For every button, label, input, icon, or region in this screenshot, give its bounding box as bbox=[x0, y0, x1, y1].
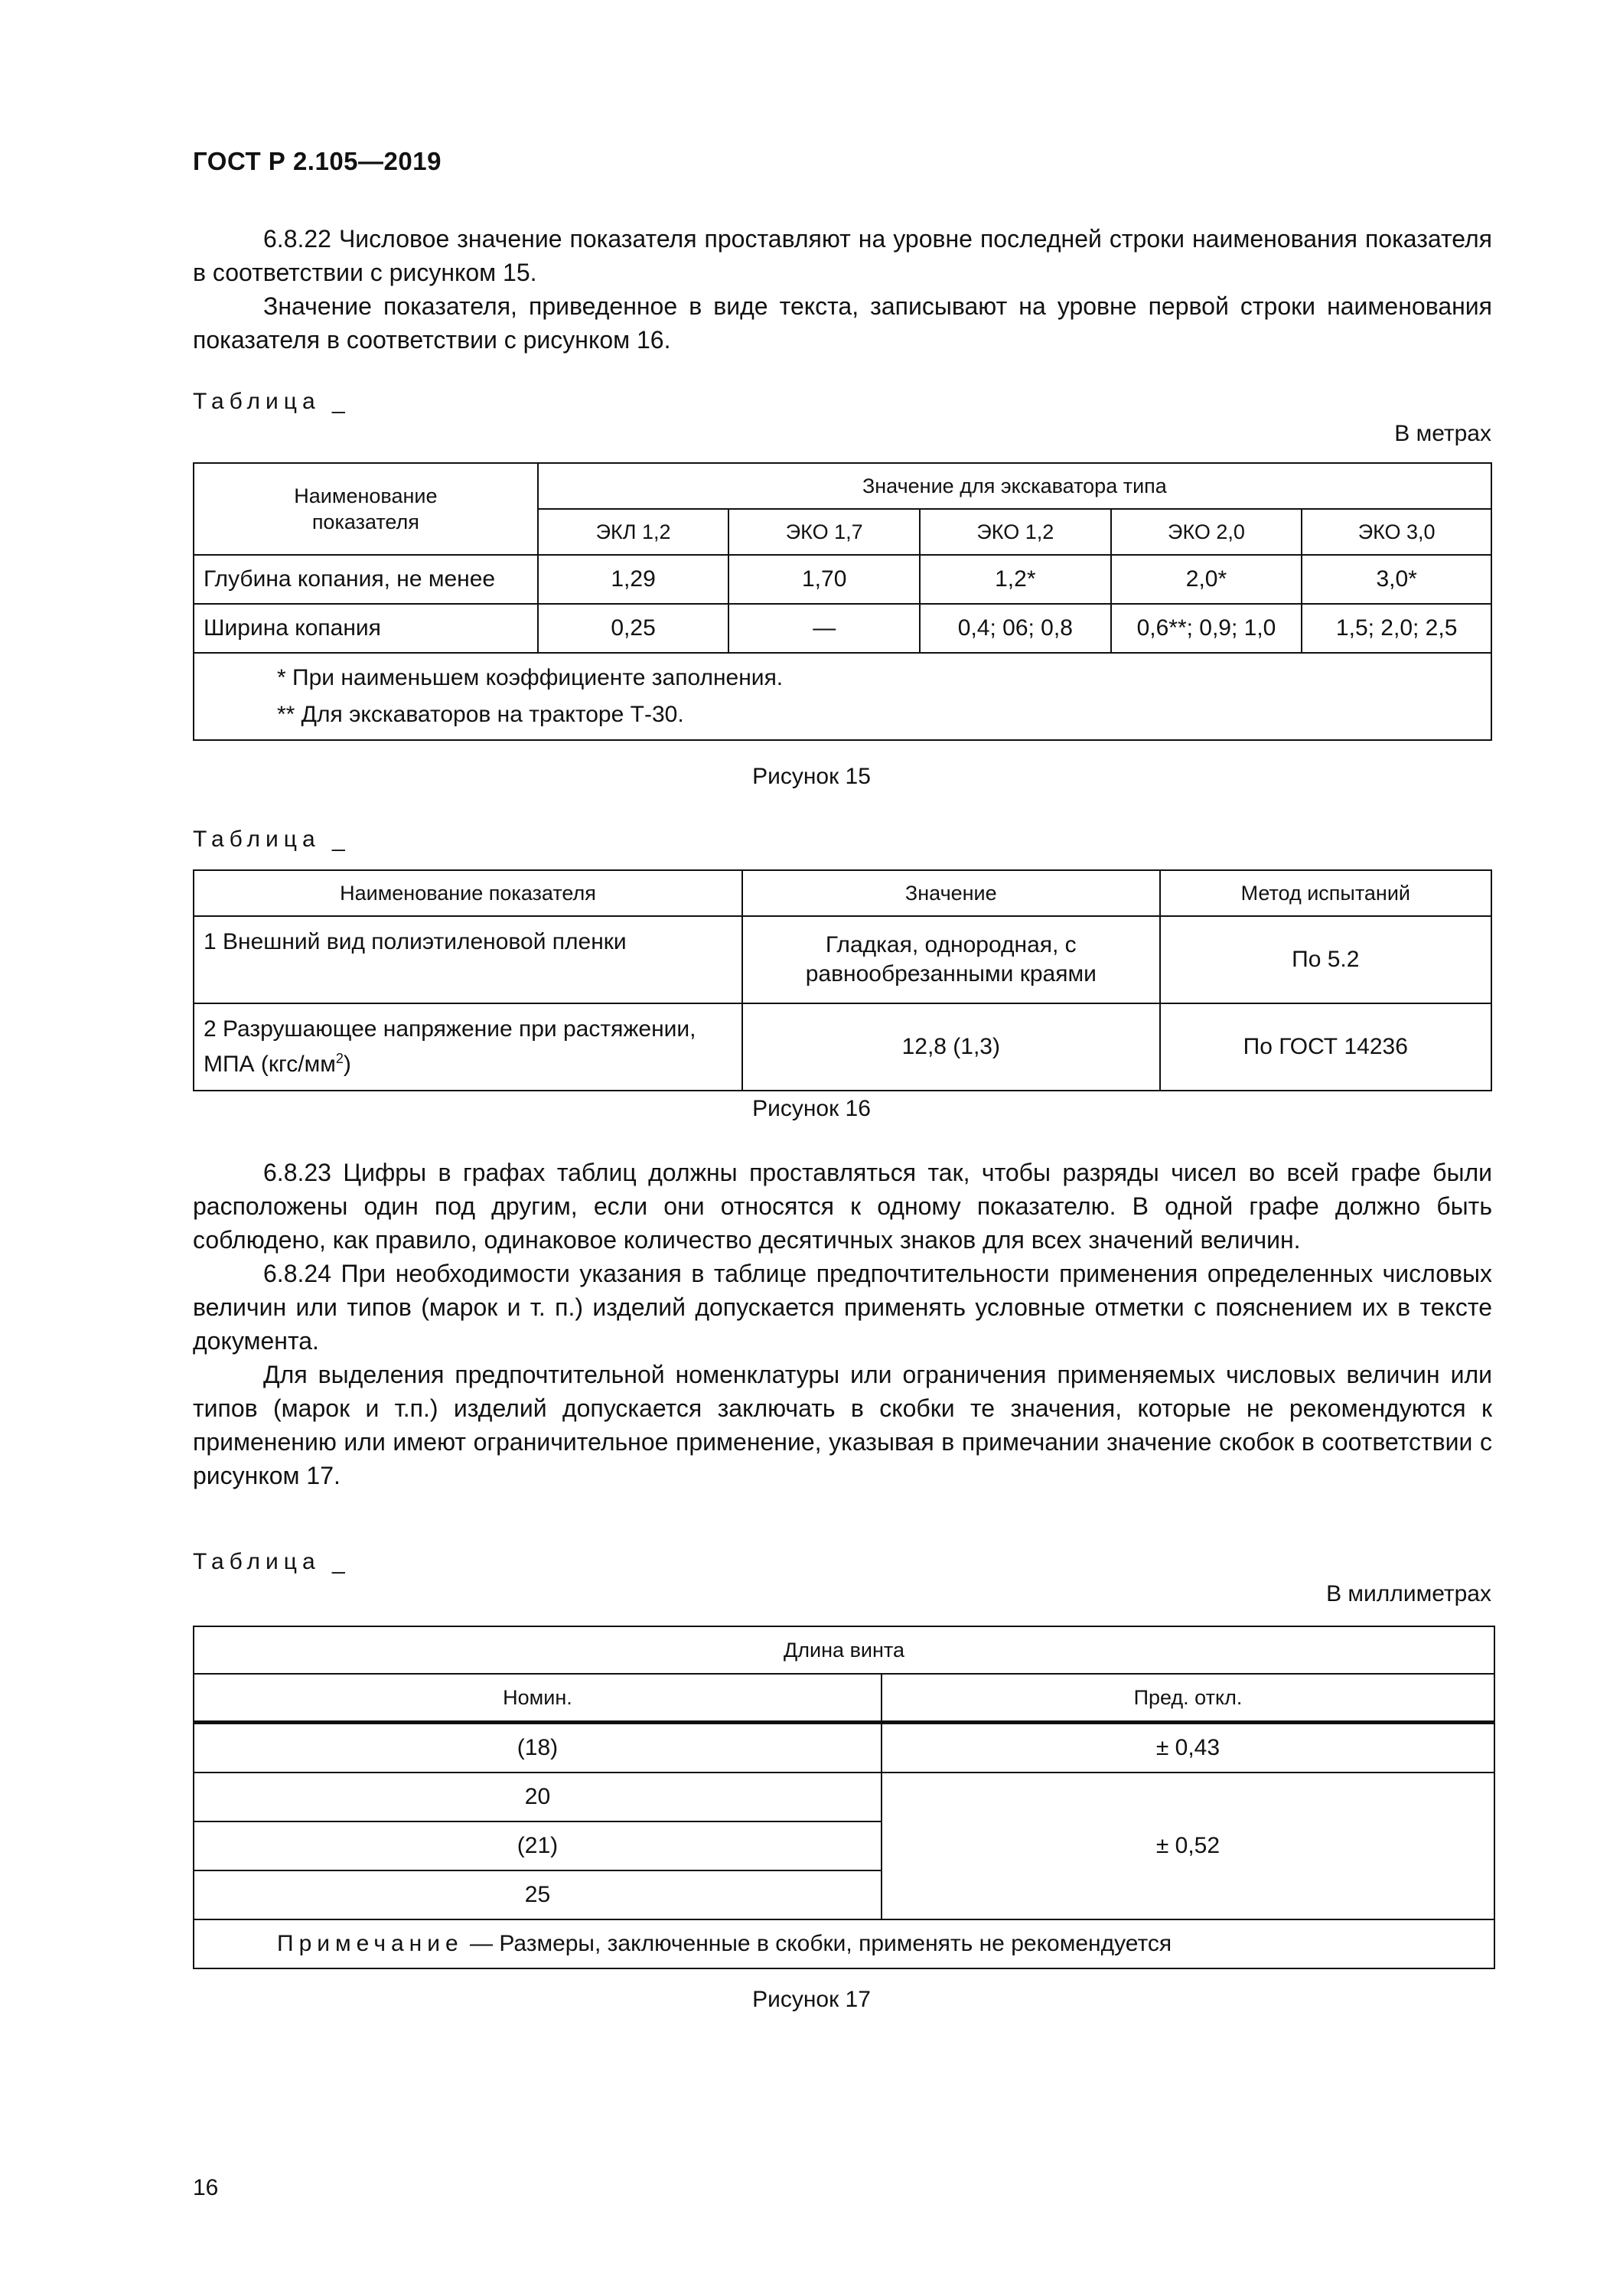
table-cell: 1,2* bbox=[920, 555, 1111, 604]
table-row bbox=[194, 916, 1491, 1003]
table-excavator bbox=[193, 462, 1492, 741]
table-notes bbox=[194, 653, 1491, 740]
table-column-header: ЭКО 3,0 bbox=[1302, 509, 1491, 555]
table-header-name: Наименование показателя bbox=[194, 463, 538, 555]
table-column-header: ЭКО 2,0 bbox=[1111, 509, 1302, 555]
table-cell: 1,70 bbox=[728, 555, 920, 604]
figure-caption: Рисунок 17 bbox=[752, 1987, 871, 2012]
table-row bbox=[194, 604, 1491, 653]
table-row bbox=[194, 555, 1491, 604]
table-cell: По 5.2 bbox=[1160, 916, 1491, 1003]
table-cell: ± 0,43 bbox=[882, 1723, 1494, 1773]
table-note bbox=[194, 1919, 1494, 1968]
table-cell: Ширина копания bbox=[194, 604, 538, 653]
table-cell: 0,25 bbox=[538, 604, 729, 653]
table-cell: (21) bbox=[194, 1821, 882, 1870]
cell-text: 2 Разрушающее напряжение при растяжении, МПА (кгс/мм bbox=[204, 1016, 696, 1077]
table-units: В метрах bbox=[1394, 421, 1491, 446]
note-label: Примечание bbox=[277, 1931, 464, 1956]
table-screw-length bbox=[193, 1626, 1495, 1969]
table-cell: 1,5; 2,0; 2,5 bbox=[1302, 604, 1491, 653]
page-number: 16 bbox=[193, 2175, 219, 2200]
table-cell: ± 0,52 bbox=[882, 1773, 1494, 1919]
table-note: * При наименьшем коэффициенте заполнения. bbox=[277, 665, 784, 690]
table-cell: (18) bbox=[194, 1723, 882, 1773]
table-cell: 20 bbox=[194, 1773, 882, 1821]
table-units: В миллиметрах bbox=[1326, 1581, 1491, 1606]
table-cell: Гладкая, однородная, с равнообрезанными краями bbox=[742, 916, 1160, 1003]
table-column-header: Наименование показателя bbox=[194, 870, 742, 916]
table-header-group: Длина винта bbox=[194, 1626, 1494, 1674]
middle-paragraphs bbox=[193, 1156, 1492, 1492]
table-label: Таблица _ bbox=[193, 827, 350, 852]
table-cell: 2,0* bbox=[1111, 555, 1302, 604]
table-note: ** Для экскаваторов на тракторе Т-30. bbox=[277, 702, 684, 727]
table-cell: 0,4; 06; 0,8 bbox=[920, 604, 1111, 653]
table-header-group: Значение для экскаватора типа bbox=[538, 463, 1491, 509]
table-column-header: Пред. откл. bbox=[882, 1674, 1494, 1723]
paragraph: 6.8.23 Цифры в графах таблиц должны проставляться так, чтобы разряды чисел во всей графе были расположены один под другим, если они относятся к одному показателю. В одной графе должно быть соблюдено, как правило, одинаковое количество десятичных знаков для всех значений величин. bbox=[193, 1159, 1492, 1254]
table-label: Таблица _ bbox=[193, 389, 350, 414]
top-paragraphs bbox=[193, 222, 1492, 357]
paragraph: Для выделения предпочтительной номенклатуры или ограничения применяемых числовых величин или типов (марок и т.п.) изделий допускается заключать в скобки те значения, которые не рекомендуются к применению или имеют ограничительное применение, указывая в примечании значение скобок в соответствии с рисунком 17. bbox=[193, 1361, 1492, 1489]
note-text: — Размеры, заключенные в скобки, применять не рекомендуется bbox=[463, 1931, 1172, 1956]
table-column-header: ЭКО 1,7 bbox=[728, 509, 920, 555]
table-cell: 0,6**; 0,9; 1,0 bbox=[1111, 604, 1302, 653]
table-cell: 3,0* bbox=[1302, 555, 1491, 604]
table-cell: По ГОСТ 14236 bbox=[1160, 1003, 1491, 1091]
cell-text: ) bbox=[343, 1052, 351, 1077]
table-row bbox=[194, 1003, 1491, 1091]
figure-caption: Рисунок 16 bbox=[752, 1096, 871, 1121]
table-cell: 1 Внешний вид полиэтиленовой пленки bbox=[194, 916, 742, 1003]
table-column-header: Метод испытаний bbox=[1160, 870, 1491, 916]
table-cell: 12,8 (1,3) bbox=[742, 1003, 1160, 1091]
table-cell: 25 bbox=[194, 1870, 882, 1919]
table-cell: 1,29 bbox=[538, 555, 729, 604]
table-column-header: ЭКЛ 1,2 bbox=[538, 509, 729, 555]
table-column-header: Значение bbox=[742, 870, 1160, 916]
table-cell: — bbox=[728, 604, 920, 653]
table-cell bbox=[194, 1003, 742, 1091]
document-header: ГОСТ Р 2.105—2019 bbox=[193, 147, 442, 175]
table-film bbox=[193, 869, 1492, 1091]
table-cell: Глубина копания, не менее bbox=[194, 555, 538, 604]
table-label: Таблица _ bbox=[193, 1549, 350, 1574]
superscript: 2 bbox=[335, 1051, 344, 1066]
paragraph: Значение показателя, приведенное в виде текста, записывают на уровне первой строки наименования показателя в соответствии с рисунком 16. bbox=[193, 292, 1492, 354]
paragraph: 6.8.22 Числовое значение показателя проставляют на уровне последней строки наименования показателя в соответствии с рисунком 15. bbox=[193, 225, 1492, 286]
figure-caption: Рисунок 15 bbox=[752, 764, 871, 789]
table-row bbox=[194, 1773, 1494, 1821]
table-row bbox=[194, 1723, 1494, 1773]
table-column-header: ЭКО 1,2 bbox=[920, 509, 1111, 555]
paragraph: 6.8.24 При необходимости указания в таблице предпочтительности применения определенных числовых величин или типов (марок и т. п.) изделий допускается применять условные отметки с пояснением их в тексте документа. bbox=[193, 1260, 1492, 1355]
table-column-header: Номин. bbox=[194, 1674, 882, 1723]
